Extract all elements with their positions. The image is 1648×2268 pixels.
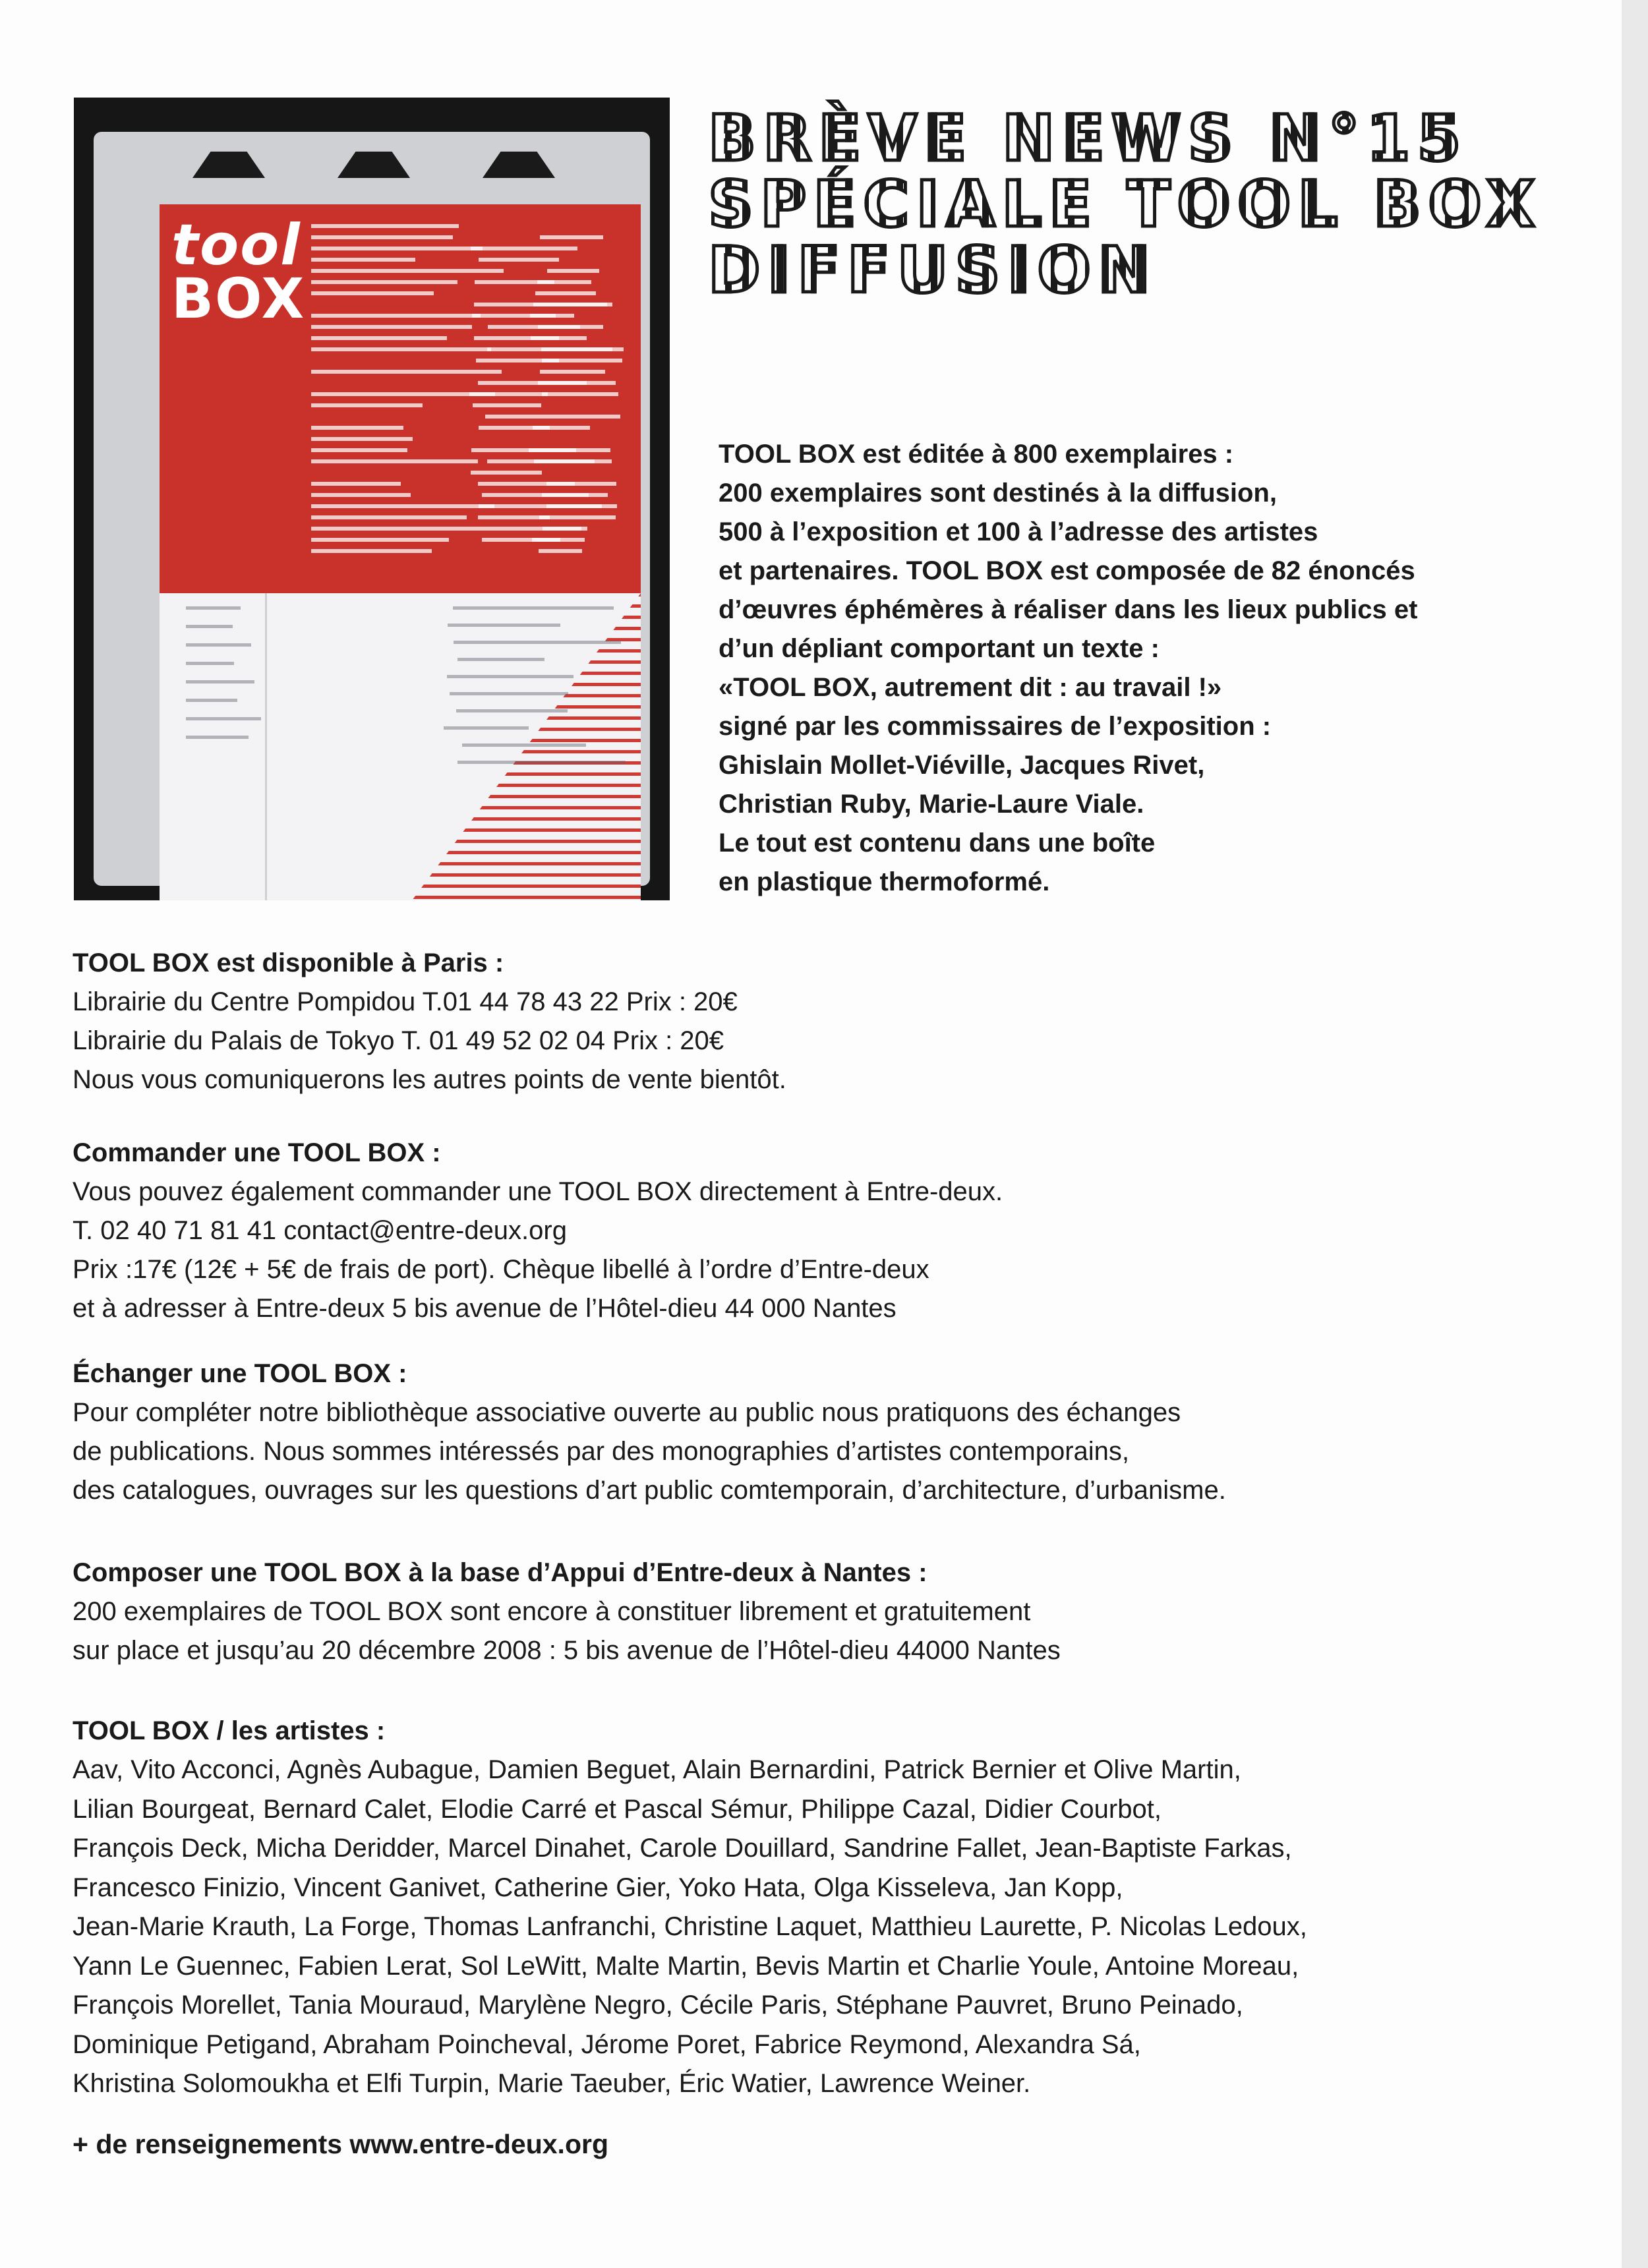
cover-text-line [311,403,423,407]
cover-text-line [540,370,605,374]
leaflet-text-line [456,709,568,712]
intro-line: Ghislain Mollet-Viéville, Jacques Rivet, [719,751,1205,780]
leaflet-text-line [444,726,529,730]
cover-text-line [471,247,577,250]
cover-text-line [546,504,617,508]
leaflet-text-line [457,761,626,764]
artist-line: Khristina Solomoukha et Elfi Turpin, Marie Taeuber, Éric Watier, Lawrence Weiner. [73,2069,1031,2098]
intro-line: TOOL BOX est éditée à 800 exemplaires : [719,440,1234,469]
section-line: et à adresser à Entre-deux 5 bis avenue de l’Hôtel-dieu 44 000 Nantes [73,1294,897,1323]
cover-text-line [311,291,434,295]
cover-text-line [539,515,616,519]
cover-text-line [311,538,449,542]
cover-text-line [542,392,618,396]
leaflet-text-line [454,641,621,644]
intro-line: 200 exemplaires sont destinés à la diffusion, [719,479,1277,508]
cover-red-panel [160,204,641,593]
section-line: Prix :17€ (12€ + 5€ de frais de port). Chèque libellé à l’ordre d’Entre-deux [73,1255,929,1284]
cover-text-line [311,459,478,463]
cover-text-line [473,403,541,407]
cover-text-line [541,347,612,351]
intro-line: 500 à l’exposition et 100 à l’adresse des artistes [719,517,1318,546]
cover-text-line [534,459,595,463]
intro-line: d’œuvres éphémères à réaliser dans les lieux publics et [719,595,1418,624]
leaflet-text-line [462,743,586,747]
cover-text-line [538,325,603,329]
title-line-1: BRÈVE NEWS N°15 [708,102,1468,175]
cover-text-line [533,426,590,430]
section-heading: Échanger une TOOL BOX : [73,1359,407,1388]
section-line: Librairie du Palais de Tokyo T. 01 49 52 02 04 Prix : 20€ [73,1026,724,1055]
intro-paragraph [719,435,1602,902]
leaflet-text-line [450,692,568,695]
title-line-2: SPÉCIALE TOOL BOX [708,167,1542,241]
section-line: sur place et jusqu’au 20 décembre 2008 : 5 bis avenue de l’Hôtel-dieu 44000 Nantes [73,1636,1061,1665]
cover-text-line [540,235,603,239]
cover-text-line [529,448,610,452]
cover-text-line [538,381,587,385]
cover-text-line [535,291,596,295]
cover-text-line [542,359,622,363]
section-line: des catalogues, ouvrages sur les questions d’art public comtemporain, d’architecture, d’urbanisme. [73,1476,1226,1505]
leaflet-text-line [186,606,241,610]
artist-line: Aav, Vito Acconci, Agnès Aubague, Damien Beguet, Alain Bernardini, Patrick Bernier et Olive Martin, [73,1755,1241,1784]
leaflet-text-line [186,680,254,683]
page-title [708,102,1565,307]
intro-line: «TOOL BOX, autrement dit : au travail !» [719,673,1222,702]
cover-text-line [311,325,472,329]
cover-text-line [311,437,413,441]
section-line: Librairie du Centre Pompidou T.01 44 78 43 22 Prix : 20€ [73,987,738,1016]
section-line: de publications. Nous sommes intéressés par des monographies d’artistes contemporains, [73,1437,1130,1466]
cover-text-line [471,471,542,475]
cover-text-line [311,493,411,497]
toolbox-cover [160,204,641,900]
cover-text-line [311,247,483,250]
leaflet-text-line [186,625,233,628]
artist-line: Dominique Petigand, Abraham Poincheval, Jérome Poret, Fabrice Reymond, Alexandra Sá, [73,2029,1141,2059]
leaflet-text-line [457,658,544,661]
intro-line: Christian Ruby, Marie-Laure Viale. [719,790,1144,819]
leaflet-text-line [447,675,574,678]
artist-line: Jean-Marie Krauth, La Forge, Thomas Lanfranchi, Christine Laquet, Matthieu Laurette, P. Nicolas Ledoux, [73,1912,1307,1941]
cover-text-line [479,258,559,262]
section-line: 200 exemplaires de TOOL BOX sont encore à constituer librement et gratuitement [73,1597,1031,1626]
cover-text-line [311,347,491,351]
cover-text-line [311,269,504,273]
cover-text-line [311,224,459,228]
leaflet-text-line [186,717,261,720]
section-line: Pour compléter notre bibliothèque associative ouverte au public nous pratiquons des échanges [73,1398,1181,1427]
cover-text-line [546,482,616,486]
cover-text-line [311,515,467,519]
cover-text-line [311,314,481,318]
section-echanger [73,1354,1589,1510]
toolbox-logo [171,212,306,331]
cover-text-line [547,269,599,273]
cover-text-line [311,527,479,531]
cover-text-line [530,314,574,318]
leaflet-fold [265,593,267,900]
artist-line: Yann Le Guennec, Fabien Lerat, Sol LeWitt, Malte Martin, Bevis Martin et Charlie Youle, Antoine Moreau, [73,1951,1299,1981]
cover-text-line [311,280,457,284]
logo-line-2: BOX [171,266,306,331]
section-line: Vous pouvez également commander une TOOL BOX directement à Entre-deux. [73,1177,1003,1206]
section-heading: Composer une TOOL BOX à la base d’Appui d’Entre-deux à Nantes : [73,1558,927,1587]
cover-text-line [311,504,494,508]
logo-line-1: tool [171,212,301,278]
cover-text-line [311,235,453,239]
cover-text-line [542,493,608,497]
leaflet-text-line [186,643,251,647]
hanger-hook [338,152,410,178]
cover-text-line [311,448,407,452]
cover-text-line [469,392,548,396]
artist-line: Francesco Finizio, Vincent Ganivet, Catherine Gier, Yoko Hata, Olga Kisseleva, Jan Kopp, [73,1873,1123,1902]
title-line-3: DIFFUSION [708,233,1158,307]
cover-text-line [311,392,495,396]
intro-line: signé par les commissaires de l’exposition : [719,712,1272,741]
section-heading: TOOL BOX / les artistes : [73,1716,386,1745]
section-composer [73,1554,1589,1670]
cover-text-line [539,549,582,553]
artist-line: Lilian Bourgeat, Bernard Calet, Elodie Carré et Pascal Sémur, Philippe Cazal, Didier Courbot, [73,1794,1162,1824]
artist-line: François Morellet, Tania Mouraud, Marylène Negro, Cécile Paris, Stéphane Pauvret, Bruno Peinado, [73,1991,1243,2020]
section-commander [73,1134,1589,1328]
artist-line: François Deck, Micha Deridder, Marcel Dinahet, Carole Douillard, Sandrine Fallet, Jean-Baptiste Farkas, [73,1834,1292,1863]
leaflet-text-line [186,699,237,702]
cover-text-line [531,336,587,340]
plastic-blister [94,132,650,886]
intro-line: en plastique thermoformé. [719,867,1050,896]
cover-text-line [311,482,401,486]
cover-text-line [533,303,607,306]
section-paris [73,944,1589,1099]
hanger-hook [192,152,265,178]
intro-line: d’un dépliant comportant un texte : [719,634,1160,663]
cover-text-line [311,370,502,374]
section-line: T. 02 40 71 81 41 contact@entre-deux.org [73,1216,567,1245]
cover-text-line [543,527,587,531]
cover-text-line [537,280,591,284]
section-heading: TOOL BOX est disponible à Paris : [73,948,504,977]
cover-text-line [311,549,432,553]
section-line: Nous vous comuniquerons les autres points de vente bientôt. [73,1065,786,1094]
leaflet-text-line [453,606,614,610]
intro-line: Le tout est contenu dans une boîte [719,829,1156,858]
cover-text-line [311,336,447,340]
leaflet-text-line [186,662,234,665]
cover-text-line [311,258,415,262]
cover-text-line [485,415,620,419]
leaflet-text-line [448,624,560,627]
scan-edge [1622,0,1648,2268]
hanger-hook [483,152,555,178]
cover-text-line [311,426,403,430]
section-heading: Commander une TOOL BOX : [73,1138,441,1167]
toolbox-photo [74,98,670,900]
leaflet-text-line [186,736,249,739]
intro-line: et partenaires. TOOL BOX est composée de 82 énoncés [719,556,1415,585]
cover-text-line [532,538,585,542]
cover-red-stripes [410,593,641,900]
footer-link-text: + de renseignements www.entre-deux.org [73,2129,608,2159]
section-artistes [73,1712,1589,2104]
